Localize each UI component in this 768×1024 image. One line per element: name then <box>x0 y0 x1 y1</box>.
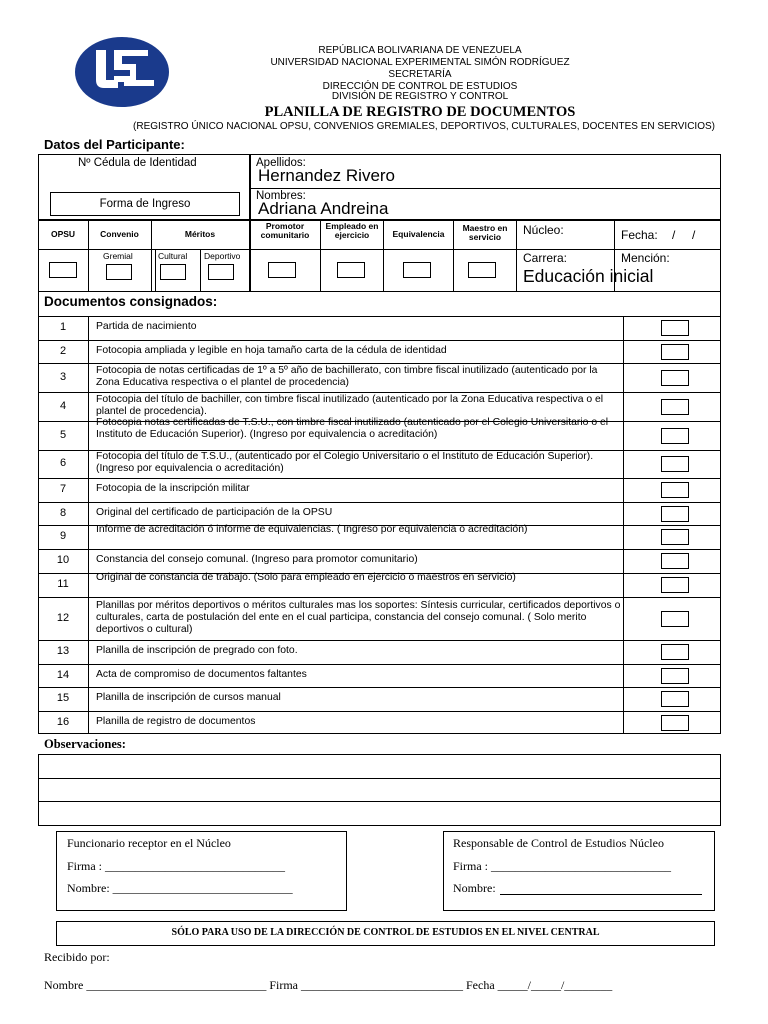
document-row-number: 10 <box>56 554 70 566</box>
header-line-2: UNIVERSIDAD NACIONAL EXPERIMENTAL SIMÓN RODRÍGUEZ <box>270 57 570 68</box>
funcionario-nombre[interactable]: Nombre: ______________________________ <box>67 881 293 895</box>
funcionario-firma[interactable]: Firma : ______________________________ <box>67 859 285 873</box>
maestro-checkbox[interactable] <box>468 262 496 278</box>
document-row-checkbox[interactable] <box>661 691 689 707</box>
apellidos-label: Apellidos: <box>256 157 306 169</box>
document-row-checkbox[interactable] <box>661 482 689 498</box>
document-row-checkbox[interactable] <box>661 370 689 386</box>
nombres-value[interactable]: Adriana Andreina <box>258 199 389 218</box>
col-opsu: OPSU <box>50 229 76 239</box>
documents-section-title: Documentos consignados: <box>44 294 218 309</box>
document-row-number: 9 <box>59 530 67 542</box>
empleado-checkbox[interactable] <box>337 262 365 278</box>
sub-cultural: Cultural <box>158 251 188 261</box>
forma-ingreso-label: Forma de Ingreso <box>50 192 240 216</box>
document-row-text: Original del certificado de participación de la OPSU <box>96 506 333 518</box>
document-row-text: Informe de acreditación ó informe de equivalencias. ( Ingreso por equivalencia o acreditación) <box>96 524 528 535</box>
document-row-number: 13 <box>56 645 70 657</box>
document-row-number: 16 <box>56 715 70 728</box>
page-title: PLANILLA DE REGISTRO DE DOCUMENTOS <box>264 104 576 120</box>
observaciones-label: Observaciones: <box>44 737 126 751</box>
document-row-text: Fotocopia de la inscripción militar <box>96 483 250 494</box>
document-row-checkbox[interactable] <box>661 668 689 684</box>
opsu-checkbox[interactable] <box>49 262 77 278</box>
cultural-checkbox[interactable] <box>160 264 186 280</box>
document-row-number: 8 <box>59 506 67 519</box>
nucleo-label: Núcleo: <box>523 223 564 237</box>
central-box-text: SÓLO PARA USO DE LA DIRECCIÓN DE CONTROL DE ESTUDIOS EN EL NIVEL CENTRAL <box>171 927 600 938</box>
col-convenio: Convenio <box>100 229 139 239</box>
sub-deportivo: Deportivo <box>204 251 241 261</box>
mencion-label: Mención: <box>621 251 670 265</box>
col-empleado: Empleado en ejercicio <box>325 221 379 240</box>
gremial-checkbox[interactable] <box>106 264 132 280</box>
col-promotor: Promotor comunitario <box>260 221 310 240</box>
responsable-title: Responsable de Control de Estudios Núcleo <box>453 836 664 850</box>
document-row-text: Acta de compromiso de documentos faltantes <box>96 668 307 680</box>
header-line-5: DIVISIÓN DE REGISTRO Y CONTROL <box>331 91 509 102</box>
document-row-checkbox[interactable] <box>661 506 689 522</box>
document-row-number: 7 <box>59 483 67 495</box>
document-row-text: Planilla de inscripción de cursos manual <box>96 692 281 703</box>
apellidos-value[interactable]: Hernandez Rivero <box>258 166 396 185</box>
deportivo-checkbox[interactable] <box>208 264 234 280</box>
document-row-text: Constancia del consejo comunal. (Ingreso para promotor comunitario) <box>96 554 418 565</box>
document-row-number: 12 <box>56 611 70 624</box>
carrera-value[interactable]: Educación inicial <box>523 266 654 286</box>
funcionario-title: Funcionario receptor en el Núcleo <box>67 836 231 850</box>
recibido-label: Recibido por: <box>44 950 110 964</box>
header-line-1: REPÚBLICA BOLIVARIANA DE VENEZUELA <box>318 45 522 56</box>
document-row-checkbox[interactable] <box>661 553 689 569</box>
document-row-text: Fotocopia del título de bachiller, con timbre fiscal inutilizado (autenticado por la Zona Educativa respectiva o el plantel de procedencia). <box>96 393 604 417</box>
promotor-checkbox[interactable] <box>268 262 296 278</box>
col-equivalencia: Equivalencia <box>392 229 445 239</box>
document-row-text: Fotocopia notas certificadas de T.S.U., con timbre fiscal inutilizado (autenticado por el Colegio Universitario o el Instituto de Educación Superior). (Ingreso por equivalencia o acreditación) <box>96 416 609 440</box>
document-row-number: 3 <box>59 370 67 383</box>
central-bottom-line[interactable]: Nombre ______________________________ Firma ___________________________ Fecha _____/_____/________ <box>44 978 613 992</box>
sub-gremial: Gremial <box>103 251 133 261</box>
document-row-checkbox[interactable] <box>661 715 689 731</box>
document-row-number: 11 <box>57 578 69 590</box>
col-meritos: Méritos <box>184 229 216 239</box>
equivalencia-checkbox[interactable] <box>403 262 431 278</box>
document-row-number: 14 <box>56 668 70 681</box>
document-row-text: Fotocopia del título de T.S.U., (autenticado por el Colegio Universitario o el Instituto de Educación Superior). (Ingreso por equivalencia o acreditación) <box>96 451 594 474</box>
fecha-value[interactable]: / / <box>672 228 696 242</box>
document-row-checkbox[interactable] <box>661 344 689 360</box>
participant-section-title: Datos del Participante: <box>44 137 185 152</box>
document-row-checkbox[interactable] <box>661 644 689 660</box>
document-row-number: 15 <box>56 692 70 704</box>
fecha-label: Fecha: <box>621 228 658 242</box>
university-logo <box>74 36 170 108</box>
document-row-checkbox[interactable] <box>661 456 689 472</box>
nombres-label: Nombres: <box>256 190 306 202</box>
document-row-checkbox[interactable] <box>661 577 689 593</box>
document-row-text: Fotocopia ampliada y legible en hoja tamaño carta de la cédula de identidad <box>96 344 447 356</box>
document-row-checkbox[interactable] <box>661 611 689 627</box>
document-row-number: 1 <box>59 321 67 333</box>
document-row-text: Fotocopia de notas certificadas de 1º a 5º año de bachillerato, con timbre fiscal inutilizado (autenticado por la Zona Educativa respectiva o el plantel de procedencia) <box>96 364 598 388</box>
observaciones-box[interactable] <box>38 754 721 826</box>
document-row-checkbox[interactable] <box>661 529 689 545</box>
document-row-number: 5 <box>59 428 67 441</box>
document-row-text: Original de constancia de trabajo. (Solo para empleado en ejercicio o maestros en servicio) <box>96 572 516 583</box>
document-row-checkbox[interactable] <box>661 320 689 336</box>
document-row-checkbox[interactable] <box>661 428 689 444</box>
responsable-nombre: Nombre: <box>453 881 499 895</box>
document-row-number: 6 <box>59 457 67 469</box>
document-row-checkbox[interactable] <box>661 399 689 415</box>
cedula-label: Nº Cédula de Identidad <box>78 157 197 169</box>
responsable-nombre-line[interactable] <box>500 894 702 895</box>
document-row-text: Partida de nacimiento <box>96 321 197 332</box>
header-line-4: DIRECCIÓN DE CONTROL DE ESTUDIOS <box>322 81 518 92</box>
header-line-3: SECRETARÍA <box>388 69 452 80</box>
document-row-number: 2 <box>59 344 67 357</box>
document-row-text: Planilla de registro de documentos <box>96 715 256 727</box>
page-subtitle: (REGISTRO ÚNICO NACIONAL OPSU, CONVENIOS GREMIALES, DEPORTIVOS, CULTURALES, DOCENTES EN SERVICIOS) <box>133 121 715 132</box>
document-row-text: Planillas por méritos deportivos o méritos culturales mas los soportes: Síntesis curricular, certificados deportivos o culturales, carta de postulación del ente en el cual participa, constancia del consejo comunal. ( Solo merito deportivos o cultural) <box>96 599 621 635</box>
document-row-number: 4 <box>59 399 67 412</box>
document-row-text: Planilla de inscripción de pregrado con foto. <box>96 645 298 656</box>
carrera-label: Carrera: <box>523 251 568 265</box>
responsable-firma[interactable]: Firma : ______________________________ <box>453 859 671 873</box>
col-maestro: Maestro en servicio <box>462 223 508 242</box>
